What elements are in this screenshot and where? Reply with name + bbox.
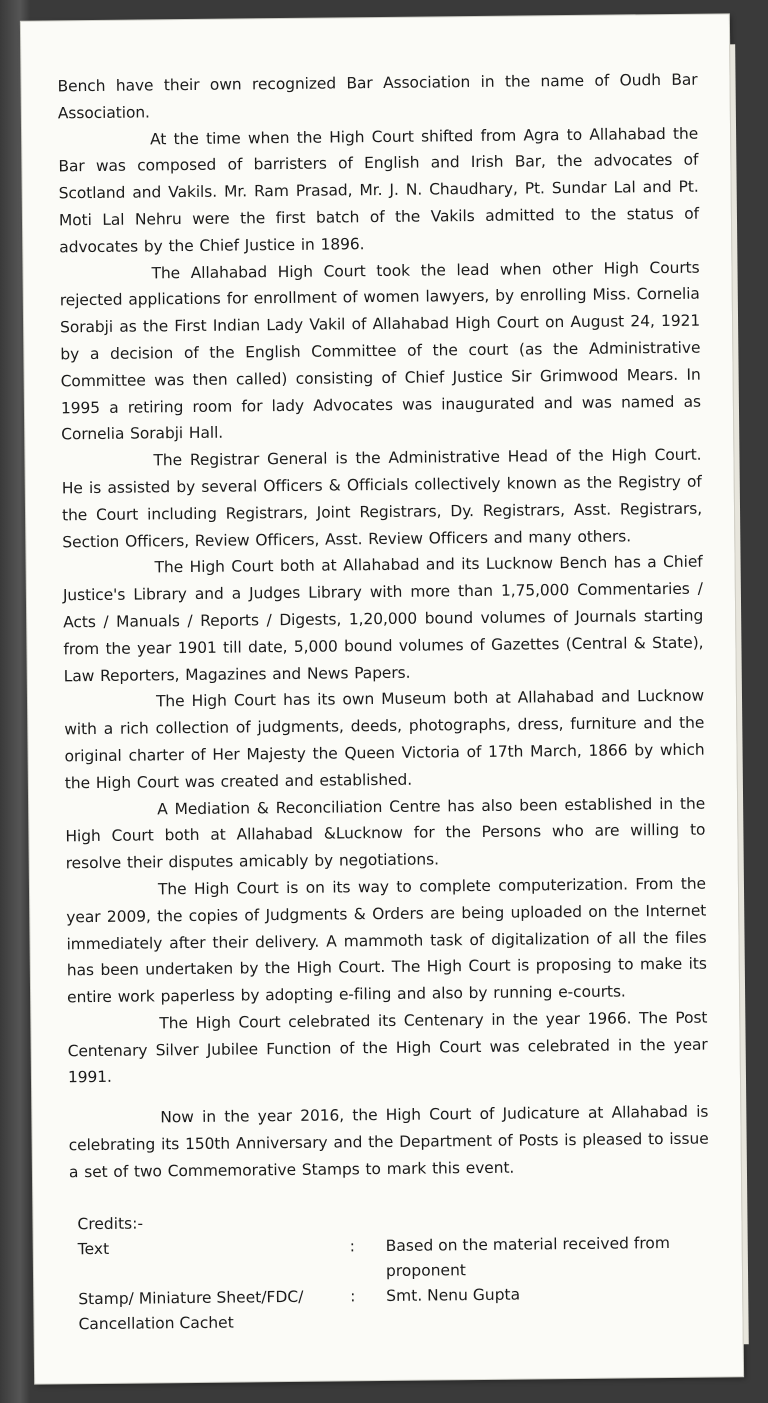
- paragraph-centenary: The High Court celebrated its Centenary in the year 1966. The Post Centenary Silver Jubilee Function of the High Court was celebrated in the year 1991.: [67, 1008, 708, 1087]
- paragraph-library: The High Court both at Allahabad and its Lucknow Bench has a Chief Justice's Library and a Judges Library with more than 1,75,000 Commentaries / Acts / Manuals / Reports / Digests, 1,20,000 bound volumes of Journals starting from the year 1901 till date, 5,000 bound volumes of Gazettes (Central & State), Law Reporters, Magazines and News Papers.: [62, 552, 704, 685]
- credits-section: [77, 1206, 698, 1337]
- credits-colon: :: [350, 1287, 356, 1306]
- paragraph-registrar-general: The Registrar General is the Administrative Head of the High Court. He is assisted by several Officers & Officials collectively known as the Registry of the Court including Registrars, Joint Registrars, Dy. Registrars, Asst. Registrars, Section Officers, Review Officers, Asst. Review Officers and many others.: [61, 445, 703, 551]
- credits-row-text: [78, 1231, 698, 1287]
- credits-colon: :: [349, 1237, 356, 1256]
- credits-label: Text: [77, 1239, 110, 1259]
- paragraph-oudh-bar: Bench have their own recognized Bar Association in the name of Oudh Bar Association.: [57, 70, 698, 123]
- paragraph-computerization: The High Court is on its way to complete computerization. From the year 2009, the copies of Judgments & Orders are being uploaded on the Internet immediately after their delivery. A mammoth task of digitalization of all the files has been undertaken by the High Court. The High Court is proposing to make its entire work paperless by adopting e-filing and also by running e-courts.: [66, 874, 707, 1007]
- credits-value: Based on the material received from proponent: [385, 1234, 671, 1280]
- body-text: [57, 67, 709, 1186]
- document-page: [21, 14, 743, 1383]
- credits-label: Stamp/ Miniature Sheet/FDC/ Cancellation Cachet: [78, 1287, 304, 1334]
- paragraph-bar-composition: At the time when the High Court shifted from Agra to Allahabad the Bar was composed of barristers of English and Irish Bar, the advocates of Scotland and Vakils. Mr. Ram Prasad, Mr. J. N. Chaudhary, Pt. Sundar Lal and Pt. Moti Lal Nehru were the first batch of the Vakils admitted to the status of advocates by the Chief Justice in 1896.: [58, 124, 700, 257]
- credits-value: Smt. Nenu Gupta: [386, 1285, 521, 1305]
- paragraph-museum: The High Court has its own Museum both at Allahabad and Lucknow with a rich collection of judgments, deeds, photographs, dress, furniture and the original charter of Her Majesty the Queen Victoria of 17th March, 1866 by which the High Court was created and established.: [64, 686, 705, 793]
- credits-heading: Credits:-: [77, 1214, 144, 1234]
- paragraph-150th-anniversary: Now in the year 2016, the High Court of Judicature at Allahabad is celebrating its 150th Anniversary and the Department of Posts is pleased to issue a set of two Commemorative Stamps to mark this event.: [68, 1102, 709, 1182]
- paragraph-women-lawyers: The Allahabad High Court took the lead when other High Courts rejected applications for enrollment of women lawyers, by enrolling Miss. Cornelia Sorabji as the First Indian Lady Vakil of Allahabad High Court on August 24, 1921 by a decision of the English Committee of the court (as the Administrative Committee was then called) consisting of Chief Justice Sir Grimwood Mears. In 1995 a retiring room for lady Advocates was inaugurated and was named as Cornelia Sorabji Hall.: [59, 258, 701, 444]
- credits-row-stamp: [78, 1281, 698, 1337]
- paragraph-mediation-centre: A Mediation & Reconciliation Centre has also been established in the High Court both at Allahabad &Lucknow for the Persons who are willing to resolve their disputes amicably by negotiations.: [65, 794, 706, 873]
